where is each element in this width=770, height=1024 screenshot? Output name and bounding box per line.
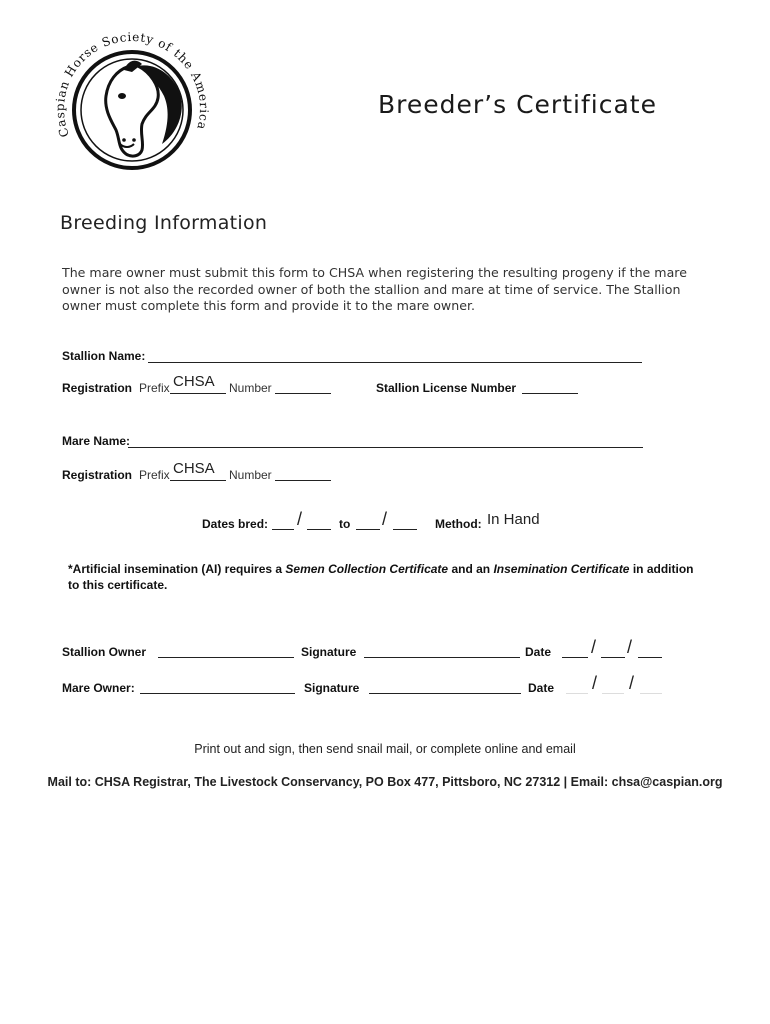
insemination-certificate-link: Insemination Certificate [493, 562, 630, 576]
mare-date-month-field[interactable] [566, 693, 588, 694]
stallion-license-field[interactable] [522, 393, 578, 394]
mare-date-label: Date [528, 681, 555, 695]
mare-prefix-label: Prefix [139, 468, 170, 482]
method-field[interactable]: In Hand [487, 511, 540, 528]
dates-bred-label: Dates bred: [202, 517, 269, 531]
date-to-month-field[interactable] [356, 529, 380, 530]
ai-note [68, 561, 708, 593]
stallion-date-year-field[interactable] [638, 657, 662, 658]
date-to-slash: / [382, 509, 388, 529]
dates-to-label: to [339, 517, 351, 531]
mare-prefix-underline [170, 480, 226, 481]
ai-note-text-1: *Artificial insemination (AI) requires a [68, 562, 286, 576]
intro-paragraph: The mare owner must submit this form to CHSA when registering the resulting progeny if the mare owner is not also the recorded owner of both the stallion and mare at time of service. The Stallion owner must complete this form and provide it to the mare owner. [62, 265, 687, 313]
stallion-prefix-field[interactable]: CHSA [173, 373, 215, 390]
stallion-date-slash-1: / [591, 637, 597, 657]
mare-date-slash-2: / [629, 673, 635, 693]
stallion-prefix-underline [170, 393, 226, 394]
method-label: Method: [435, 517, 482, 531]
mare-number-field[interactable] [275, 480, 331, 481]
semen-collection-certificate-link: Semen Collection Certificate [285, 562, 449, 576]
section-title: Breeding Information [60, 212, 268, 234]
mare-prefix-field[interactable]: CHSA [173, 460, 215, 477]
mare-date-year-field[interactable] [640, 693, 662, 694]
print-instructions: Print out and sign, then send snail mail, or complete online and email [194, 742, 576, 756]
stallion-date-label: Date [525, 645, 552, 659]
mare-name-field[interactable] [128, 447, 643, 448]
page-title: Breeder’s Certificate [378, 90, 657, 119]
stallion-owner-label: Stallion Owner [62, 645, 147, 659]
stallion-owner-field[interactable] [158, 657, 294, 658]
mare-registration-label: Registration [62, 468, 133, 482]
mare-signature-field[interactable] [369, 693, 521, 694]
mare-signature-label: Signature [304, 681, 360, 695]
mare-owner-field[interactable] [140, 693, 295, 694]
society-logo [46, 14, 218, 186]
stallion-signature-label: Signature [301, 645, 357, 659]
stallion-signature-field[interactable] [364, 657, 520, 658]
logo-ring-text: Caspian Horse Society of the America [52, 29, 212, 140]
stallion-date-slash-2: / [627, 637, 633, 657]
stallion-date-month-field[interactable] [562, 657, 588, 658]
date-from-slash: / [297, 509, 303, 529]
stallion-date-day-field[interactable] [601, 657, 625, 658]
mare-name-label: Mare Name: [62, 434, 131, 448]
mare-date-slash-1: / [592, 673, 598, 693]
ai-note-text-3: in addition to this certificate. [68, 562, 694, 592]
date-from-month-field[interactable] [272, 529, 294, 530]
stallion-license-label: Stallion License Number [376, 381, 517, 395]
stallion-prefix-label: Prefix [139, 381, 170, 395]
stallion-name-label: Stallion Name: [62, 349, 146, 363]
stallion-number-label: Number [229, 381, 272, 395]
stallion-number-field[interactable] [275, 393, 331, 394]
mare-number-label: Number [229, 468, 272, 482]
stallion-name-field[interactable] [148, 362, 642, 363]
stallion-registration-label: Registration [62, 381, 133, 395]
mail-address: Mail to: CHSA Registrar, The Livestock Conservancy, PO Box 477, Pittsboro, NC 27312 | Email: chsa@caspian.org [47, 775, 723, 789]
date-from-day-field[interactable] [307, 529, 331, 530]
horse-head-icon [46, 14, 218, 186]
ai-note-text-2: and an [448, 562, 494, 576]
date-to-day-field[interactable] [393, 529, 417, 530]
mare-owner-label: Mare Owner: [62, 681, 135, 695]
mare-date-day-field[interactable] [602, 693, 624, 694]
